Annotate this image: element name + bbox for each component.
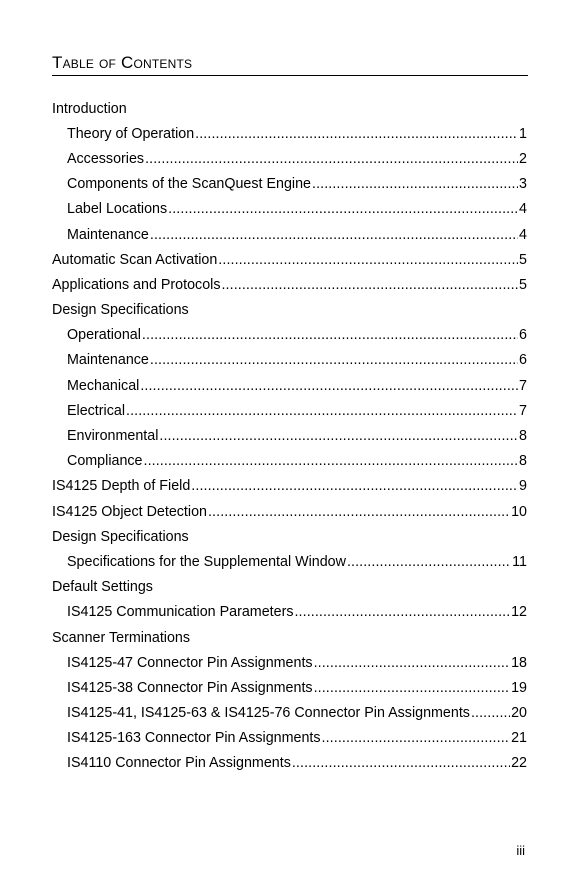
toc-subsection-entry[interactable] [52,121,527,146]
toc-entry-page-number: 11 [512,553,527,570]
toc-dot-leader [150,227,518,243]
toc-entry-title: Default Settings [52,579,153,596]
toc-dot-leader [208,504,510,520]
toc-dot-leader [347,554,511,570]
toc-subsection-entry[interactable] [52,197,527,222]
toc-dot-leader [312,176,518,192]
toc-entry-page-number: 9 [519,478,527,495]
toc-subsection-entry[interactable] [52,726,527,751]
toc-entry-title: IS4125 Communication Parameters [67,604,294,621]
toc-entry-title: Label Locations [67,201,168,218]
toc-entry-title: Operational [67,327,141,344]
toc-entry-title: Automatic Scan Activation [52,251,218,268]
toc-entry-title: Electrical [67,402,125,419]
toc-subsection-entry[interactable] [52,172,527,197]
toc-section-entry [52,625,527,650]
toc-section-entry [52,524,527,549]
toc-entry-page-number: 6 [519,327,527,344]
toc-entry-page-number: 12 [511,604,527,621]
toc-entry-title: Components of the ScanQuest Engine [67,176,311,193]
toc-entry-title: Compliance [67,453,143,470]
toc-entry-page-number: 7 [519,377,527,394]
toc-entry-page-number: 7 [519,402,527,419]
page-title: Table of Contents [52,53,193,72]
toc-dot-leader [218,252,518,268]
toc-entry-title: IS4125-47 Connector Pin Assignments [67,654,313,671]
toc-entry-page-number: 6 [519,352,527,369]
toc-entry-page-number: 22 [511,755,527,772]
page-number: iii [516,843,525,858]
toc-entry-title: Design Specifications [52,528,189,545]
toc-entry-title: Theory of Operation [67,125,195,142]
toc-section-entry[interactable] [52,272,527,297]
toc-entry-page-number: 18 [511,654,527,671]
toc-dot-leader [144,453,519,469]
toc-entry-page-number: 10 [511,503,527,520]
toc-dot-leader [221,277,518,293]
toc-entry-page-number: 1 [519,125,527,142]
toc-dot-leader [294,604,510,620]
toc-subsection-entry[interactable] [52,373,527,398]
toc-subsection-entry[interactable] [52,423,527,448]
toc-section-entry[interactable] [52,499,527,524]
toc-entry-title: Design Specifications [52,302,189,319]
toc-dot-leader [322,730,511,746]
toc-entry-page-number: 8 [519,428,527,445]
toc-dot-leader [140,378,518,394]
toc-section-entry[interactable] [52,247,527,272]
toc-entry-title: Maintenance [67,352,149,369]
toc-entry-title: Introduction [52,100,127,117]
title-rule [52,75,528,76]
toc-subsection-entry[interactable] [52,751,527,776]
toc-dot-leader [126,403,518,419]
toc-entry-page-number: 3 [519,176,527,193]
toc-entry-title: IS4125-41, IS4125-63 & IS4125-76 Connector Pin Assignments [67,705,470,722]
toc-dot-leader [292,755,510,771]
toc-subsection-entry[interactable] [52,398,527,423]
toc-dot-leader [159,428,518,444]
toc-entry-title: Applications and Protocols [52,276,221,293]
toc-section-entry [52,96,527,121]
toc-subsection-entry[interactable] [52,222,527,247]
toc-subsection-entry[interactable] [52,600,527,625]
toc-subsection-entry[interactable] [52,675,527,700]
toc-subsection-entry[interactable] [52,549,527,574]
toc-entry-page-number: 4 [519,201,527,218]
toc-entry-title: IS4125 Depth of Field [52,478,191,495]
toc-entry-title: Scanner Terminations [52,629,191,646]
toc-entry-page-number: 20 [511,705,527,722]
toc-section-entry [52,575,527,600]
toc-entry-page-number: 4 [519,226,527,243]
toc-entry-page-number: 19 [511,679,527,696]
toc-entry-title: Accessories [67,150,145,167]
toc-subsection-entry[interactable] [52,701,527,726]
toc-entry-title: Environmental [67,428,159,445]
toc-dot-leader [150,352,518,368]
toc-dot-leader [191,478,518,494]
toc-entry-page-number: 2 [519,150,527,167]
table-of-contents [52,96,527,776]
toc-subsection-entry[interactable] [52,348,527,373]
toc-dot-leader [145,151,518,167]
toc-subsection-entry[interactable] [52,650,527,675]
toc-entry-page-number: 21 [511,730,527,747]
toc-subsection-entry[interactable] [52,323,527,348]
toc-entry-title: IS4125 Object Detection [52,503,207,520]
toc-section-entry [52,298,527,323]
toc-subsection-entry[interactable] [52,146,527,171]
toc-entry-title: Mechanical [67,377,140,394]
toc-section-entry[interactable] [52,474,527,499]
toc-entry-title: Specifications for the Supplemental Window [67,553,346,570]
toc-dot-leader [168,201,518,217]
toc-entry-title: IS4110 Connector Pin Assignments [67,755,291,772]
toc-subsection-entry[interactable] [52,449,527,474]
toc-entry-page-number: 8 [519,453,527,470]
toc-dot-leader [314,680,511,696]
toc-entry-page-number: 5 [519,251,527,268]
toc-dot-leader [314,655,511,671]
toc-entry-page-number: 5 [519,276,527,293]
toc-entry-title: IS4125-163 Connector Pin Assignments [67,730,321,747]
toc-dot-leader [195,126,518,142]
toc-entry-title: IS4125-38 Connector Pin Assignments [67,679,313,696]
toc-entry-title: Maintenance [67,226,149,243]
toc-dot-leader [471,705,510,721]
toc-dot-leader [142,327,518,343]
